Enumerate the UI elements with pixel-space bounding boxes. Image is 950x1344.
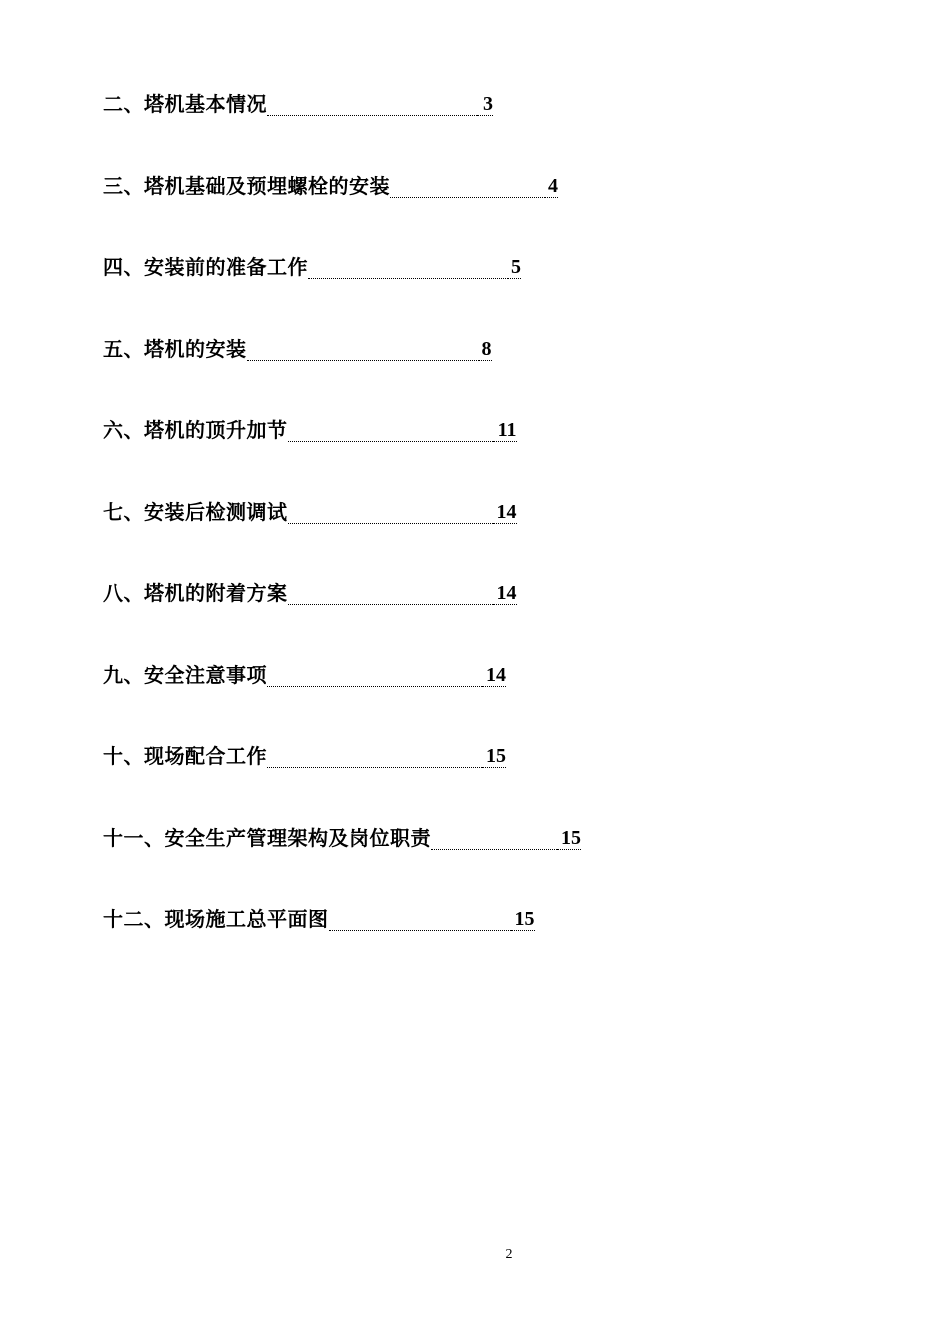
toc-entry-title: 六、塔机的顶升加节 bbox=[103, 418, 288, 442]
toc-entry-page: 15 bbox=[511, 903, 535, 931]
toc-dot-leader bbox=[329, 903, 511, 931]
toc-dot-leader bbox=[308, 251, 508, 279]
toc-entry-page: 15 bbox=[557, 822, 581, 850]
toc-entry[interactable] bbox=[103, 414, 803, 496]
toc-entry-title: 二、塔机基本情况 bbox=[103, 92, 267, 116]
toc-entry-page: 14 bbox=[482, 659, 506, 687]
toc-entry[interactable] bbox=[103, 659, 803, 741]
toc-dot-leader bbox=[267, 740, 482, 768]
toc-dot-leader bbox=[288, 414, 493, 442]
toc-entry-title: 九、安全注意事项 bbox=[103, 662, 267, 687]
toc-entry-title: 三、塔机基础及预埋螺栓的安装 bbox=[103, 173, 390, 198]
toc-entry[interactable] bbox=[103, 822, 803, 904]
toc-entry-title: 七、安装后检测调试 bbox=[103, 499, 288, 524]
toc-entry-title: 五、塔机的安装 bbox=[103, 336, 247, 361]
toc-entry[interactable] bbox=[103, 496, 803, 578]
toc-entry-title: 十二、现场施工总平面图 bbox=[103, 907, 329, 931]
toc-entry-title: 四、安装前的准备工作 bbox=[103, 255, 308, 279]
toc-entry-page: 4 bbox=[545, 170, 558, 198]
toc-entry-page: 14 bbox=[493, 496, 517, 524]
toc-entry[interactable] bbox=[103, 251, 803, 333]
toc-entry[interactable] bbox=[103, 88, 803, 170]
toc-entry[interactable] bbox=[103, 577, 803, 659]
toc-entry[interactable] bbox=[103, 903, 803, 985]
toc-entry[interactable] bbox=[103, 740, 803, 822]
table-of-contents bbox=[103, 88, 803, 985]
toc-entry-title: 八、塔机的附着方案 bbox=[103, 581, 288, 605]
toc-dot-leader bbox=[390, 170, 545, 198]
toc-entry-page: 11 bbox=[493, 414, 517, 442]
toc-entry-title: 十一、安全生产管理架构及岗位职责 bbox=[103, 825, 431, 850]
toc-entry-page: 5 bbox=[508, 251, 521, 279]
toc-entry-page: 3 bbox=[477, 88, 493, 116]
toc-dot-leader bbox=[288, 496, 493, 524]
toc-entry[interactable] bbox=[103, 170, 803, 252]
toc-dot-leader bbox=[431, 822, 557, 850]
toc-dot-leader bbox=[267, 88, 477, 116]
toc-entry-page: 8 bbox=[479, 333, 492, 361]
toc-entry-page: 14 bbox=[493, 577, 517, 605]
toc-entry-page: 15 bbox=[482, 740, 506, 768]
toc-dot-leader bbox=[267, 659, 482, 687]
toc-dot-leader bbox=[247, 333, 479, 361]
toc-entry[interactable] bbox=[103, 333, 803, 415]
toc-entry-title: 十、现场配合工作 bbox=[103, 744, 267, 768]
page-number: 2 bbox=[505, 1247, 513, 1262]
toc-dot-leader bbox=[288, 577, 493, 605]
